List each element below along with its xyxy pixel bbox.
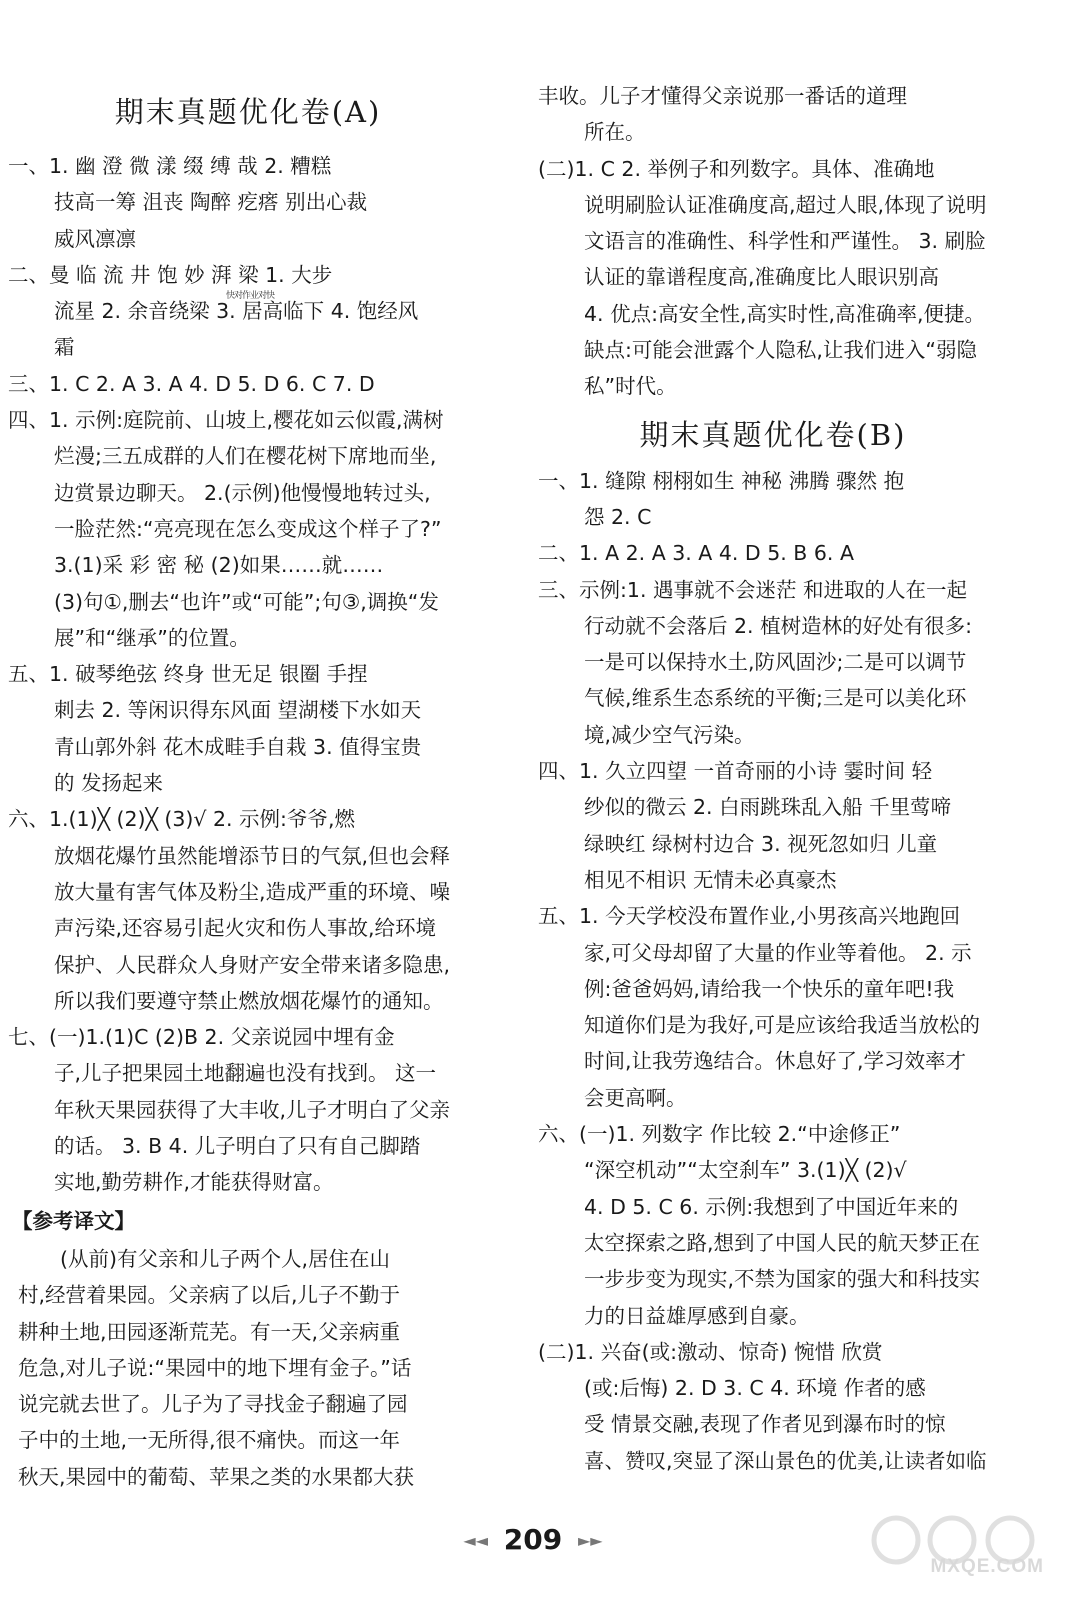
text-line: 力的日益雄厚感到自豪。 xyxy=(584,1303,810,1328)
section-7-a xyxy=(8,1019,488,1200)
prev-arrows-icon: ◄◄ xyxy=(463,1531,489,1550)
text-line: 知道你们是为我好,可是应该给我适当放松的 xyxy=(584,1013,981,1038)
text-line: (二)1. 兴奋(或:激动、惊奇) 惋惜 欣赏 xyxy=(538,1339,883,1364)
text-line: 青山郭外斜 花木成畦手自栽 3. 值得宝贵 xyxy=(54,734,422,759)
text-line: 4. D 5. C 6. 示例:我想到了中国近年来的 xyxy=(584,1194,959,1219)
text-line: 村,经营着果园。父亲病了以后,儿子不勤于 xyxy=(18,1283,401,1308)
section-6-2-b xyxy=(538,1334,1008,1479)
text-line: 年秋天果园获得了大丰收,儿子才明白了父亲 xyxy=(54,1097,451,1122)
text-line: 七、(一)1.(1)C (2)B 2. 父亲说园中埋有金 xyxy=(8,1025,395,1050)
text-line: 认证的靠谱程度高,准确度比人眼识别高 xyxy=(584,265,940,290)
section-4-a xyxy=(8,402,488,656)
text-line: 一、1. 幽 澄 微 漾 缀 缚 哉 2. 糟糕 xyxy=(8,154,332,178)
reference-translation-heading: 【参考译文】 xyxy=(12,1208,135,1233)
text-line: 二、曼 临 流 井 饱 妙 湃 梁 1. 大步 xyxy=(8,262,333,287)
text-line: 气候,维系生态系统的平衡;三是可以美化环 xyxy=(584,686,967,711)
text-line: 会更高啊。 xyxy=(584,1085,687,1110)
text-line: 六、1.(1)╳ (2)╳ (3)√ 2. 示例:爷爷,燃 xyxy=(8,807,355,832)
watermark-text: MXQE.COM xyxy=(930,1556,1044,1577)
text-line: 文语言的准确性、科学性和严谨性。 3. 刷脸 xyxy=(584,229,986,254)
text-line: (3)句①,删去“也许”或“可能”;句③,调换“发 xyxy=(54,589,439,614)
text-line: (从前)有父亲和儿子两个人,居住在山 xyxy=(60,1246,391,1271)
section-2-b xyxy=(538,535,1008,571)
stamp-text: 快对作业对快 xyxy=(226,291,275,301)
text-line: 二、1. A 2. A 3. A 4. D 5. B 6. A xyxy=(538,541,854,566)
section-1-b xyxy=(538,463,1008,536)
text-line: 四、1. 示例:庭院前、山坡上,樱花如云似霞,满树 xyxy=(8,408,444,433)
text-line: 烂漫;三五成群的人们在樱花树下席地而坐, xyxy=(54,444,437,469)
text-line: 威风凛凛 xyxy=(54,226,136,251)
text-line: 霜 xyxy=(54,335,75,360)
text-line: 所以我们要遵守禁止燃放烟花爆竹的通知。 xyxy=(54,988,444,1013)
watermark-logo-icon xyxy=(860,1510,1050,1590)
text-line: 缺点:可能会泄露个人隐私,让我们进入“弱隐 xyxy=(584,338,978,363)
text-line: 放烟花爆竹虽然能增添节日的气氛,但也会释 xyxy=(54,843,451,868)
text-line: 怨 2. C xyxy=(584,504,652,529)
next-arrows-icon: ►► xyxy=(577,1531,603,1550)
text-line: 3.(1)采 彩 密 秘 (2)如果……就…… xyxy=(54,553,384,578)
text-line: (或:后悔) 2. D 3. C 4. 环境 作者的感 xyxy=(584,1376,926,1401)
text-line: 的 发扬起来 xyxy=(54,771,164,796)
exam-title-b: 期末真题优化卷(B) xyxy=(639,417,907,452)
text-line: 的话。 3. B 4. 儿子明白了只有自己脚踏 xyxy=(54,1134,421,1159)
text-line: 五、1. 今天学校没布置作业,小男孩高兴地跑回 xyxy=(538,904,961,929)
text-line: 声污染,还容易引起火灾和伤人事故,给环境 xyxy=(54,916,437,941)
text-line: 一脸茫然:“亮亮现在怎么变成这个样子了?” xyxy=(54,516,442,541)
text-line: 技高一筹 沮丧 陶醉 疙瘩 别出心裁 xyxy=(54,190,368,215)
text-line: 实地,勤劳耕作,才能获得财富。 xyxy=(54,1170,334,1195)
text-line: 三、示例:1. 遇事就不会迷茫 和进取的人在一起 xyxy=(538,577,967,602)
section-3-a xyxy=(8,366,488,402)
text-line: 境,减少空气污染。 xyxy=(584,722,755,747)
section-7-2-a xyxy=(538,151,1008,405)
text-line: 时间,让我劳逸结合。休息好了,学习效率才 xyxy=(584,1049,967,1074)
exam-title-a: 期末真题优化卷(A) xyxy=(114,95,382,129)
text-line: 子中的土地,一无所得,很不痛快。而这一年 xyxy=(18,1428,401,1453)
section-4-b xyxy=(538,753,1008,898)
text-line: 说完就去世了。儿子为了寻找金子翻遍了园 xyxy=(18,1392,408,1417)
text-line: 秋天,果园中的葡萄、苹果之类的水果都大获 xyxy=(18,1464,415,1489)
text-line: 丰收。儿子才懂得父亲说那一番话的道理 xyxy=(538,84,907,108)
text-line: 一步步变为现实,不禁为国家的强大和科技实 xyxy=(584,1267,981,1292)
text-line: 子,儿子把果园土地翻遍也没有找到。 这一 xyxy=(54,1061,437,1086)
page-number: 209 xyxy=(503,1523,563,1556)
text-line: 一是可以保持水土,防风固沙;二是可以调节 xyxy=(584,650,967,675)
text-line: 行动就不会落后 2. 植树造林的好处有很多: xyxy=(584,613,972,638)
text-line: 展”和“继承”的位置。 xyxy=(54,625,250,650)
text-line: 喜、赞叹,突显了深山景色的优美,让读者如临 xyxy=(584,1448,987,1473)
text-line: 说明刷脸认证准确度高,超过人眼,体现了说明 xyxy=(584,192,987,217)
site-watermark xyxy=(860,1510,1050,1590)
text-line: 绿映红 绿树村边合 3. 视死忽如归 儿童 xyxy=(584,831,938,856)
text-line: 例:爸爸妈妈,请给我一个快乐的童年吧!我 xyxy=(584,976,955,1001)
continued-translation xyxy=(538,78,1008,151)
text-line: 受 情景交融,表现了作者见到瀑布时的惊 xyxy=(584,1412,946,1437)
text-line: 太空探索之路,想到了中国人民的航天梦正在 xyxy=(584,1230,981,1255)
section-2-a xyxy=(8,257,488,366)
section-6-a xyxy=(8,801,488,1019)
text-line: 相见不相识 无情未必真豪杰 xyxy=(584,867,837,892)
text-line: “深空机动”“太空刹车” 3.(1)╳ (2)√ xyxy=(584,1158,907,1183)
text-line: 所在。 xyxy=(584,120,646,145)
text-line: 三、1. C 2. A 3. A 4. D 5. D 6. C 7. D xyxy=(8,371,375,396)
section-5-a xyxy=(8,656,488,801)
text-line: 六、(一)1. 列数字 作比较 2.“中途修正” xyxy=(538,1122,901,1147)
text-line: 刺去 2. 等闲识得东风面 望湖楼下水如天 xyxy=(54,698,422,723)
text-line: 耕种土地,田园逐渐荒芜。有一天,父亲病重 xyxy=(18,1319,401,1344)
text-line: 私”时代。 xyxy=(584,374,677,399)
section-1-a xyxy=(8,148,488,257)
text-line: 保护、人民群众人身财产安全带来诸多隐患, xyxy=(54,952,451,977)
text-line: 4. 优点:高安全性,高实时性,高准确率,便捷。 xyxy=(584,301,986,326)
section-6-b xyxy=(538,1116,1008,1334)
reference-translation xyxy=(8,1241,488,1495)
section-3-b xyxy=(538,572,1008,753)
text-line: 边赏景边聊天。 2.(示例)他慢慢地转过头, xyxy=(54,480,431,505)
text-line: 一、1. 缝隙 栩栩如生 神秘 沸腾 骤然 抱 xyxy=(538,468,905,493)
text-line: 纱似的微云 2. 白雨跳珠乱入船 千里莺啼 xyxy=(584,795,952,820)
section-5-b xyxy=(538,898,1008,1116)
text-line: 四、1. 久立四望 一首奇丽的小诗 霎时间 轻 xyxy=(538,759,933,784)
text-line: 危急,对儿子说:“果园中的地下埋有金子。”话 xyxy=(18,1355,412,1380)
text-line: (二)1. C 2. 举例子和列数字。具体、准确地 xyxy=(538,156,935,181)
text-line: 五、1. 破琴绝弦 终身 世无足 银圈 手捏 xyxy=(8,662,368,687)
text-line: 流星 2. 余音绕梁 3. 居高临下 4. 饱经风 xyxy=(54,299,419,324)
text-line: 家,可父母却留了大量的作业等着他。 2. 示 xyxy=(584,940,972,965)
right-column xyxy=(538,78,1008,1479)
text-line: 放大量有害气体及粉尘,造成严重的环境、噪 xyxy=(54,879,451,904)
